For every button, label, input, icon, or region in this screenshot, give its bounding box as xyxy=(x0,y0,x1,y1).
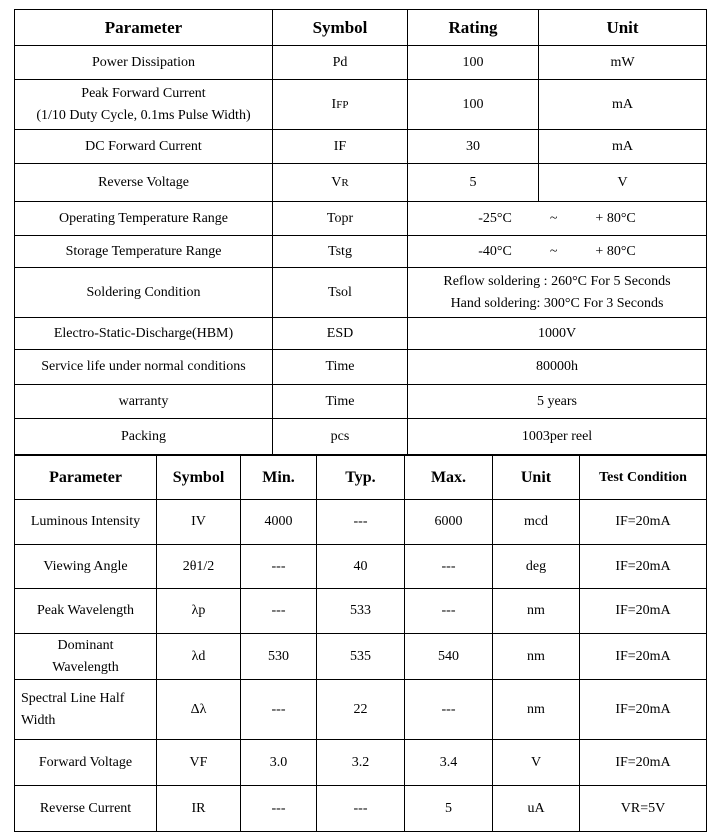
param-cell: Electro-Static-Discharge(HBM) xyxy=(15,318,273,350)
typ-cell: 22 xyxy=(317,680,405,740)
rating-cell: 5 xyxy=(408,164,539,202)
typ-cell: 40 xyxy=(317,545,405,589)
rating-cell: 100 xyxy=(408,80,539,130)
table-row xyxy=(15,680,707,740)
symbol-main: I xyxy=(331,96,337,112)
condition-cell: IF=20mA xyxy=(580,500,707,545)
min-cell: --- xyxy=(241,786,317,832)
param-line-2: (1/10 Duty Cycle, 0.1ms Pulse Width) xyxy=(36,107,251,123)
param-cell: Power Dissipation xyxy=(15,46,273,80)
rating-cell: 30 xyxy=(408,130,539,164)
header-unit: Unit xyxy=(539,10,707,46)
condition-cell: IF=20mA xyxy=(580,740,707,786)
unit-cell: deg xyxy=(493,545,580,589)
rating-cell: 5 years xyxy=(408,385,707,419)
range-separator: ~ xyxy=(549,210,558,226)
rating-line-2: Hand soldering: 300°C For 3 Seconds xyxy=(450,295,664,311)
param-cell: Storage Temperature Range xyxy=(15,236,273,268)
param-cell: Packing xyxy=(15,419,273,455)
header-unit: Unit xyxy=(493,456,580,500)
range-separator: ~ xyxy=(549,243,558,259)
header-max: Max. xyxy=(405,456,493,500)
param-line-2: Wavelength xyxy=(52,659,119,675)
unit-cell: V xyxy=(539,164,707,202)
param-cell: warranty xyxy=(15,385,273,419)
table-row xyxy=(15,268,707,318)
unit-cell: mA xyxy=(539,130,707,164)
symbol-cell: VF xyxy=(157,740,241,786)
table-row xyxy=(15,500,707,545)
param-cell: DC Forward Current xyxy=(15,130,273,164)
symbol-subscript: R xyxy=(341,176,349,189)
condition-cell: IF=20mA xyxy=(580,589,707,634)
param-cell: Reverse Voltage xyxy=(15,164,273,202)
rating-cell xyxy=(408,202,707,236)
typ-cell: 533 xyxy=(317,589,405,634)
max-cell: --- xyxy=(405,589,493,634)
table-row xyxy=(15,318,707,350)
table-row xyxy=(15,740,707,786)
rating-line-1: Reflow soldering : 260°C For 5 Seconds xyxy=(443,273,671,289)
max-cell: --- xyxy=(405,680,493,740)
rating-cell xyxy=(408,268,707,318)
table-row xyxy=(15,385,707,419)
rating-cell: 1000V xyxy=(408,318,707,350)
max-cell: 3.4 xyxy=(405,740,493,786)
range-max: + 80°C xyxy=(595,243,636,259)
min-cell: 4000 xyxy=(241,500,317,545)
characteristics-table xyxy=(14,455,707,832)
symbol-cell: Δλ xyxy=(157,680,241,740)
param-line-1: Peak Forward Current xyxy=(81,85,206,101)
rating-cell: 1003per reel xyxy=(408,419,707,455)
symbol-cell xyxy=(273,164,408,202)
rating-cell: 80000h xyxy=(408,350,707,385)
table-row xyxy=(15,164,707,202)
unit-cell: mA xyxy=(539,80,707,130)
table-row xyxy=(15,634,707,680)
table-row xyxy=(15,236,707,268)
symbol-cell: IV xyxy=(157,500,241,545)
min-cell: --- xyxy=(241,589,317,634)
unit-cell: nm xyxy=(493,589,580,634)
header-row xyxy=(15,456,707,500)
condition-cell: IF=20mA xyxy=(580,545,707,589)
param-cell: Luminous Intensity xyxy=(15,500,157,545)
param-cell xyxy=(15,80,273,130)
min-cell: 3.0 xyxy=(241,740,317,786)
symbol-main: V xyxy=(331,174,342,190)
header-parameter: Parameter xyxy=(15,456,157,500)
param-cell: Soldering Condition xyxy=(15,268,273,318)
param-cell: Forward Voltage xyxy=(15,740,157,786)
symbol-cell: ESD xyxy=(273,318,408,350)
max-cell: 6000 xyxy=(405,500,493,545)
param-cell: Peak Wavelength xyxy=(15,589,157,634)
typ-cell: 535 xyxy=(317,634,405,680)
typ-cell: --- xyxy=(317,500,405,545)
rating-cell: 100 xyxy=(408,46,539,80)
param-cell xyxy=(15,634,157,680)
param-line-1: Dominant xyxy=(57,637,114,653)
symbol-cell xyxy=(273,80,408,130)
condition-cell: IF=20mA xyxy=(580,634,707,680)
symbol-cell: Pd xyxy=(273,46,408,80)
param-cell: Viewing Angle xyxy=(15,545,157,589)
unit-cell: nm xyxy=(493,634,580,680)
absolute-ratings-table xyxy=(14,9,707,455)
range-min: -25°C xyxy=(478,210,512,226)
max-cell: 540 xyxy=(405,634,493,680)
symbol-cell: IF xyxy=(273,130,408,164)
param-line-1: Spectral Line Half xyxy=(21,690,125,706)
table-row xyxy=(15,350,707,385)
header-symbol: Symbol xyxy=(157,456,241,500)
min-cell: --- xyxy=(241,680,317,740)
header-min: Min. xyxy=(241,456,317,500)
param-cell: Operating Temperature Range xyxy=(15,202,273,236)
max-cell: 5 xyxy=(405,786,493,832)
unit-cell: uA xyxy=(493,786,580,832)
min-cell: 530 xyxy=(241,634,317,680)
header-typ: Typ. xyxy=(317,456,405,500)
param-cell: Service life under normal conditions xyxy=(15,350,273,385)
symbol-cell: Time xyxy=(273,350,408,385)
header-symbol: Symbol xyxy=(273,10,408,46)
symbol-cell: λd xyxy=(157,634,241,680)
header-rating: Rating xyxy=(408,10,539,46)
condition-cell: VR=5V xyxy=(580,786,707,832)
min-cell: --- xyxy=(241,545,317,589)
symbol-cell: pcs xyxy=(273,419,408,455)
header-row xyxy=(15,10,707,46)
symbol-subscript: FP xyxy=(336,98,349,111)
table-row xyxy=(15,130,707,164)
header-test-condition: Test Condition xyxy=(580,456,707,500)
max-cell: --- xyxy=(405,545,493,589)
param-cell: Reverse Current xyxy=(15,786,157,832)
range-max: + 80°C xyxy=(595,210,636,226)
range-min: -40°C xyxy=(478,243,512,259)
table-row xyxy=(15,786,707,832)
symbol-cell: λp xyxy=(157,589,241,634)
table-row xyxy=(15,80,707,130)
table-row xyxy=(15,202,707,236)
table-row xyxy=(15,419,707,455)
symbol-cell: 2θ1/2 xyxy=(157,545,241,589)
table-row xyxy=(15,545,707,589)
typ-cell: --- xyxy=(317,786,405,832)
header-parameter: Parameter xyxy=(15,10,273,46)
symbol-cell: Tsol xyxy=(273,268,408,318)
unit-cell: mW xyxy=(539,46,707,80)
unit-cell: mcd xyxy=(493,500,580,545)
unit-cell: nm xyxy=(493,680,580,740)
unit-cell: V xyxy=(493,740,580,786)
symbol-cell: Time xyxy=(273,385,408,419)
table-row xyxy=(15,46,707,80)
param-line-2: Width xyxy=(21,712,56,728)
param-cell xyxy=(15,680,157,740)
typ-cell: 3.2 xyxy=(317,740,405,786)
rating-cell xyxy=(408,236,707,268)
symbol-cell: Tstg xyxy=(273,236,408,268)
table-row xyxy=(15,589,707,634)
symbol-cell: IR xyxy=(157,786,241,832)
condition-cell: IF=20mA xyxy=(580,680,707,740)
symbol-cell: Topr xyxy=(273,202,408,236)
